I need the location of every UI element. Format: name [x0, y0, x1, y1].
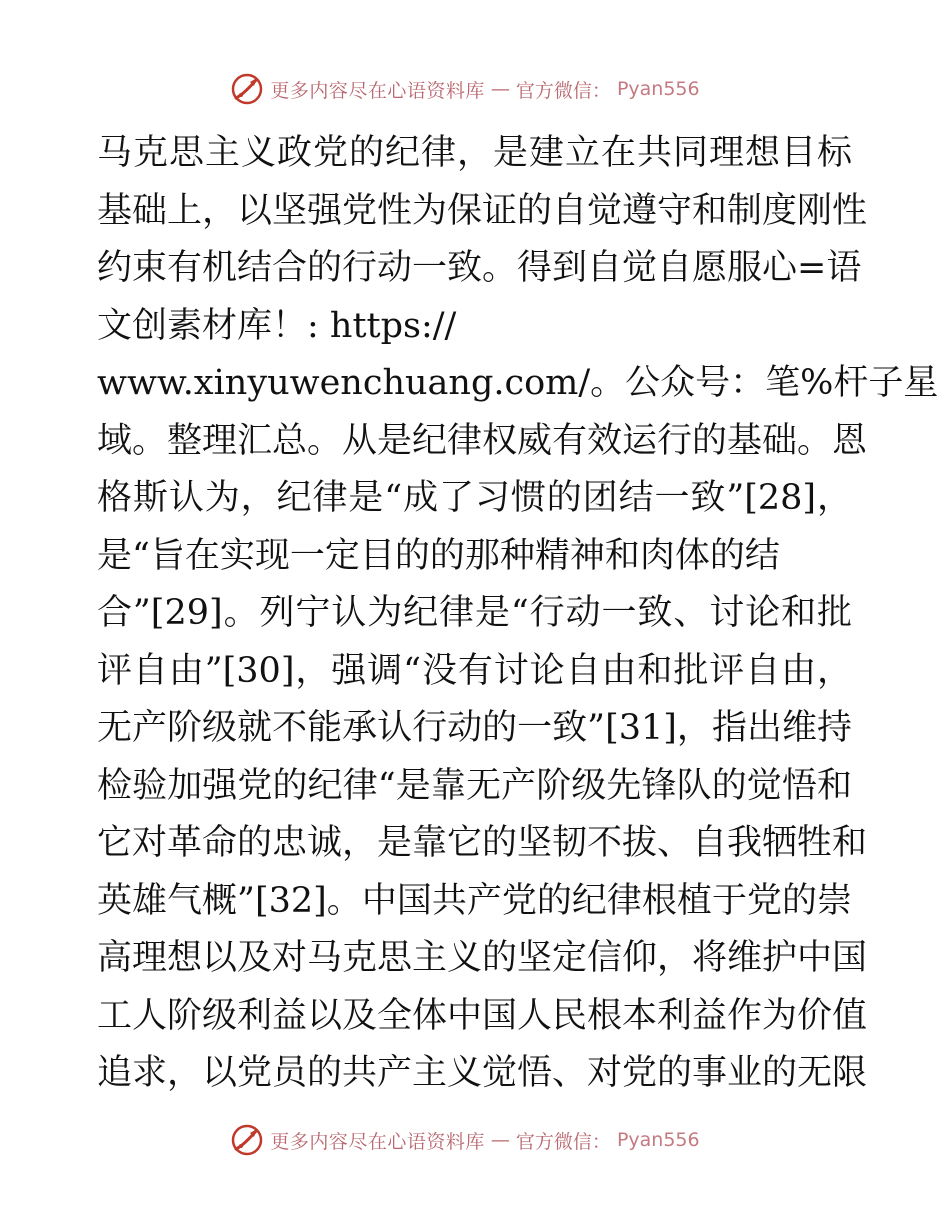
footer-slogan: 更多内容尽在心语资料库: [270, 1130, 485, 1153]
body-line: 无产阶级就不能承认行动的一致”[31]，指出维持: [97, 708, 852, 748]
header-slogan: 更多内容尽在心语资料库: [270, 79, 485, 102]
body-line: 高理想以及对马克思主义的坚定信仰，将维护中国: [97, 938, 868, 978]
header-wechat-id: Pyan556: [616, 78, 700, 100]
body-line: 域。整理汇总。从是纪律权威有效运行的基础。恩: [97, 420, 868, 461]
header-banner-content: [230, 72, 699, 106]
header-banner: [0, 69, 950, 109]
footer-banner-content: [230, 1123, 699, 1157]
body-line: 是“旨在实现一定目的的那种精神和肉体的结: [97, 535, 780, 576]
body-line: 评自由”[30]，强调“没有讨论自由和批评自由，: [97, 650, 852, 691]
body-line: 追求，以党员的共产主义觉悟、对党的事业的无限: [97, 1053, 868, 1093]
header-wechat-label: 官方微信：: [515, 79, 611, 102]
footer-wechat-label: 官方微信：: [515, 1130, 611, 1153]
body-line: 检验加强党的纪律“是靠无产阶级先锋队的觉悟和: [97, 765, 852, 806]
pen-logo-icon: [230, 72, 264, 106]
body-line: 马克思主义政党的纪律，是建立在共同理想目标: [97, 133, 852, 173]
document-body: [97, 125, 939, 1103]
footer-wechat-id: Pyan556: [616, 1129, 700, 1151]
body-line: 格斯认为，纪律是“成了习惯的团结一致”[28]，: [97, 478, 852, 518]
pen-logo-icon: [230, 1123, 264, 1157]
footer-separator: —: [490, 1129, 510, 1151]
header-separator: —: [490, 78, 510, 100]
body-line: 它对革命的忠诚，是靠它的坚韧不拔、自我牺牲和: [97, 823, 868, 863]
body-line: 合”[29]。列宁认为纪律是“行动一致、讨论和批: [97, 593, 852, 633]
body-line: 工人阶级利益以及全体中国人民根本利益作为价值: [97, 995, 868, 1036]
body-line: 英雄气概”[32]。中国共产党的纪律根植于党的崇: [97, 880, 852, 921]
body-line: 约束有机结合的行动一致。得到自觉自愿服心=语: [97, 248, 862, 288]
body-line: 文创素材库！: https://: [97, 305, 457, 346]
body-line: www.xinyuwenchuang.com/。公众号：笔%杆子星: [97, 363, 939, 403]
body-line: 基础上，以坚强党性为保证的自觉遵守和制度刚性: [97, 190, 868, 231]
footer-banner: [0, 1120, 950, 1160]
